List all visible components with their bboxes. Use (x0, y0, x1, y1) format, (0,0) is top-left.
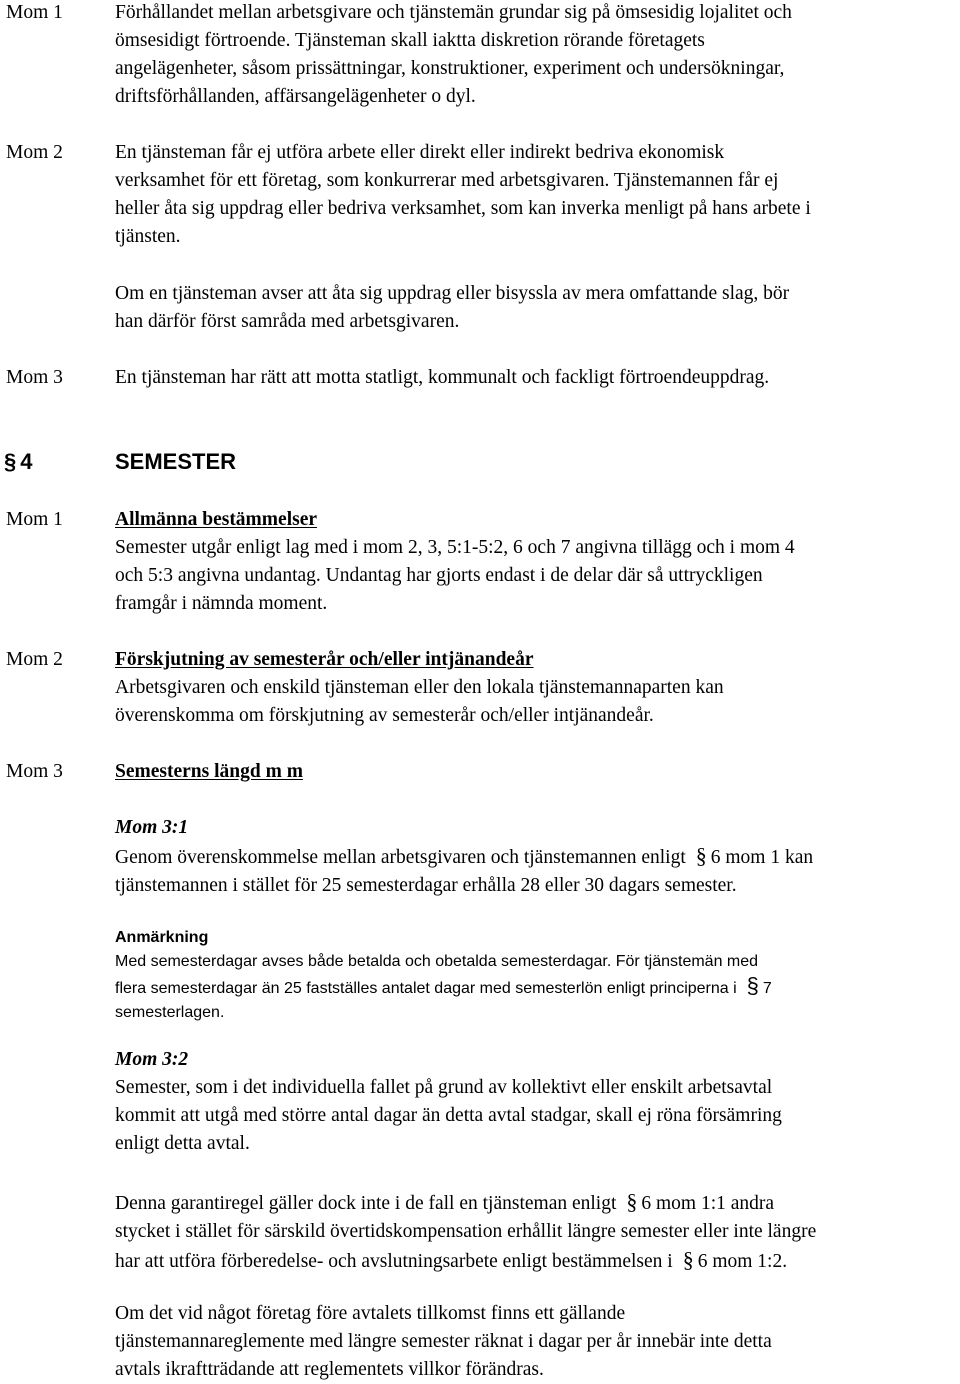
final-paragraph (115, 1300, 960, 1384)
note-block (115, 926, 960, 1025)
s4-mom2-label: Mom 2 (6, 649, 63, 670)
text-line: han därför först samråda med arbetsgivaren. (115, 311, 460, 332)
text-line: enligt detta avtal. (115, 1133, 250, 1154)
text-segment: Denna garantiregel gäller dock inte i de fall en tjänsteman enligt (115, 1193, 617, 1214)
text-segment: Genom överenskommelse mellan arbetsgivaren och tjänstemannen enligt (115, 847, 686, 868)
s4-mom3-label: Mom 3 (6, 761, 63, 782)
mom3-1-block (115, 814, 960, 900)
note-title: Anmärkning (115, 929, 209, 946)
s4-mom1-label: Mom 1 (6, 509, 63, 530)
text-segment: har att utföra förberedelse- och avslutningsarbete enligt bestämmelsen i (115, 1251, 673, 1272)
mom2-label: Mom 2 (6, 142, 63, 163)
paragraph-symbol: § (626, 1189, 638, 1214)
text-line (115, 1188, 960, 1218)
text-segment: 6 mom 1:1 andra (641, 1193, 775, 1214)
guarantee-paragraph (115, 1188, 960, 1276)
sub-moment-title: Mom 3:2 (115, 1049, 189, 1070)
text-line: kommit att utgå med större antal dagar än detta avtal stadgar, skall ej röna försämring (115, 1105, 782, 1126)
paragraph-symbol: § (4, 449, 17, 474)
subsection-heading: Allmänna bestämmelser (115, 509, 318, 530)
text-line: stycket i stället för särskild övertidskompensation erhållit längre semester eller inte längre (115, 1221, 817, 1242)
text-line: Semester utgår enligt lag med i mom 2, 3, 5:1-5:2, 6 och 7 angivna tillägg och i mom 4 (115, 537, 795, 558)
text-line: Med semesterdagar avses både betalda och obetalda semesterdagar. För tjänstemän med (115, 953, 759, 970)
paragraph-symbol: § (746, 973, 759, 998)
text-line: överenskomma om förskjutning av semesterår och/eller intjänandeår. (115, 705, 654, 726)
text-line: Förhållandet mellan arbetsgivare och tjänstemän grundar sig på ömsesidig lojalitet och (115, 2, 792, 23)
text-line: tjänstemannen i stället för 25 semesterdagar erhålla 28 eller 30 dagars semester. (115, 875, 737, 896)
s4-mom2-block (115, 646, 960, 730)
text-line: En tjänsteman får ej utföra arbete eller direkt eller indirekt bedriva ekonomisk (115, 142, 725, 163)
text-line: Semester, som i det individuella fallet på grund av kollektivt eller enskilt arbetsavtal (115, 1077, 773, 1098)
section-number (4, 448, 114, 476)
text-line (115, 1246, 960, 1276)
paragraph-symbol: § (695, 843, 707, 868)
text-line (115, 842, 960, 872)
s4-mom1-block (115, 506, 960, 618)
subsection-heading: Förskjutning av semesterår och/eller intjänandeår (115, 649, 534, 670)
text-line: framgår i nämnda moment. (115, 593, 328, 614)
subsection-heading: Semesterns längd m m (115, 761, 303, 782)
mom2-paragraph (115, 139, 960, 251)
text-line: och 5:3 angivna undantag. Undantag har gjorts endast i de delar där så uttryckligen (115, 565, 763, 586)
text-line: Om en tjänsteman avser att åta sig uppdrag eller bisyssla av mera omfattande slag, bör (115, 283, 790, 304)
mom2-paragraph-2 (115, 280, 960, 336)
text-line: Om det vid något företag före avtalets tillkomst finns ett gällande (115, 1303, 626, 1324)
text-segment: flera semesterdagar än 25 fastställes antalet dagar med semesterlön enligt principerna i (115, 980, 737, 997)
text-line: tjänsten. (115, 226, 181, 247)
text-segment: 6 mom 1:2. (697, 1251, 788, 1272)
section-number-value: 4 (20, 449, 33, 474)
text-segment: 6 mom 1 kan (710, 847, 814, 868)
mom1-label: Mom 1 (6, 2, 63, 23)
sub-moment-title: Mom 3:1 (115, 817, 189, 838)
text-line: semesterlagen. (115, 1004, 225, 1021)
mom3-2-block (115, 1046, 960, 1158)
mom3-paragraph: En tjänsteman har rätt att motta statligt, kommunalt och fackligt förtroendeuppdrag. (115, 367, 770, 388)
text-line: ömsesidigt förtroende. Tjänsteman skall iaktta diskretion rörande företagets (115, 30, 705, 51)
text-line (115, 974, 960, 1001)
text-line: Arbetsgivaren och enskild tjänsteman eller den lokala tjänstemannaparten kan (115, 677, 724, 698)
text-line: verksamhet för ett företag, som konkurrerar med arbetsgivaren. Tjänstemannen får ej (115, 170, 779, 191)
text-line: tjänstemannareglemente med längre semester räknat i dagar per år innebär inte detta (115, 1331, 772, 1352)
text-line: heller åta sig uppdrag eller bedriva verksamhet, som kan inverka menligt på hans arbete i (115, 198, 811, 219)
text-line: angelägenheter, såsom prissättningar, konstruktioner, experiment och undersökningar, (115, 58, 785, 79)
text-segment: 7 (762, 980, 772, 997)
mom3-label: Mom 3 (6, 367, 63, 388)
mom1-paragraph (115, 0, 960, 111)
text-line: avtals ikraftträdande att reglementets villkor förändras. (115, 1359, 544, 1380)
paragraph-symbol: § (682, 1247, 694, 1272)
section-title: SEMESTER (115, 449, 237, 474)
text-line: driftsförhållanden, affärsangelägenheter o dyl. (115, 86, 476, 107)
